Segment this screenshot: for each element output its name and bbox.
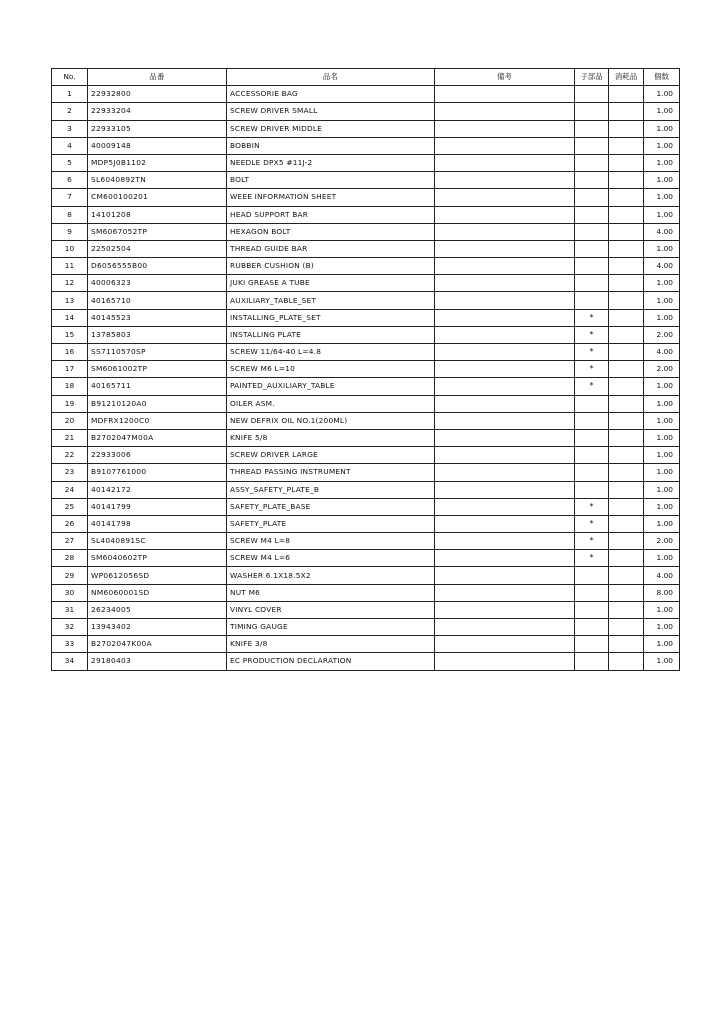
cell-part-name: SCREW DRIVER LARGE [227, 447, 435, 464]
cell-part-number: 40141798 [88, 515, 227, 532]
table-row [52, 601, 680, 618]
table-row [52, 584, 680, 601]
cell-remarks [435, 429, 575, 446]
cell-no: 28 [52, 550, 88, 567]
cell-part-name: OILER ASM. [227, 395, 435, 412]
cell-sub-part [575, 154, 609, 171]
cell-part-number: B2702047M00A [88, 429, 227, 446]
cell-remarks [435, 206, 575, 223]
cell-sub-part [575, 636, 609, 653]
table-row [52, 481, 680, 498]
cell-sub-part: * [575, 309, 609, 326]
table-row [52, 189, 680, 206]
cell-consumable [609, 619, 644, 636]
cell-consumable [609, 361, 644, 378]
cell-consumable [609, 172, 644, 189]
cell-sub-part [575, 172, 609, 189]
cell-consumable [609, 206, 644, 223]
cell-remarks [435, 326, 575, 343]
cell-no: 19 [52, 395, 88, 412]
cell-part-number: SS7110570SP [88, 344, 227, 361]
cell-quantity: 1.00 [644, 601, 680, 618]
table-row [52, 120, 680, 137]
cell-no: 23 [52, 464, 88, 481]
cell-part-number: 22502504 [88, 240, 227, 257]
cell-quantity: 1.00 [644, 550, 680, 567]
cell-sub-part [575, 189, 609, 206]
cell-remarks [435, 86, 575, 103]
cell-part-name: SCREW M6 L=10 [227, 361, 435, 378]
header-part-name: 品名 [227, 69, 435, 86]
cell-remarks [435, 533, 575, 550]
cell-part-name: SCREW M4 L=8 [227, 533, 435, 550]
cell-remarks [435, 464, 575, 481]
table-row [52, 567, 680, 584]
cell-no: 34 [52, 653, 88, 670]
cell-sub-part: * [575, 515, 609, 532]
cell-quantity: 2.00 [644, 326, 680, 343]
cell-part-number: 40165710 [88, 292, 227, 309]
cell-part-name: NEW DEFRIX OIL NO.1(200ML) [227, 412, 435, 429]
cell-remarks [435, 378, 575, 395]
cell-sub-part [575, 601, 609, 618]
cell-part-number: SM6061002TP [88, 361, 227, 378]
cell-remarks [435, 653, 575, 670]
cell-part-number: 40006323 [88, 275, 227, 292]
cell-no: 4 [52, 137, 88, 154]
cell-sub-part: * [575, 344, 609, 361]
cell-consumable [609, 567, 644, 584]
cell-consumable [609, 464, 644, 481]
cell-no: 16 [52, 344, 88, 361]
cell-part-name: NEEDLE DPX5 #11J-2 [227, 154, 435, 171]
cell-part-number: MDP5J0B1102 [88, 154, 227, 171]
table-row [52, 292, 680, 309]
cell-quantity: 1.00 [644, 189, 680, 206]
cell-no: 20 [52, 412, 88, 429]
cell-quantity: 1.00 [644, 154, 680, 171]
cell-sub-part [575, 567, 609, 584]
cell-remarks [435, 120, 575, 137]
cell-consumable [609, 103, 644, 120]
cell-consumable [609, 378, 644, 395]
cell-quantity: 1.00 [644, 619, 680, 636]
cell-quantity: 1.00 [644, 206, 680, 223]
table-row [52, 412, 680, 429]
cell-sub-part: * [575, 550, 609, 567]
cell-sub-part [575, 103, 609, 120]
table-row [52, 137, 680, 154]
cell-part-name: EC PRODUCTION DECLARATION [227, 653, 435, 670]
cell-part-name: KNIFE 3/8 [227, 636, 435, 653]
cell-no: 5 [52, 154, 88, 171]
cell-quantity: 4.00 [644, 344, 680, 361]
cell-remarks [435, 636, 575, 653]
cell-no: 8 [52, 206, 88, 223]
cell-part-name: INSTALLING_PLATE_SET [227, 309, 435, 326]
cell-part-number: B2702047K00A [88, 636, 227, 653]
cell-no: 14 [52, 309, 88, 326]
cell-sub-part [575, 395, 609, 412]
parts-list-table [51, 68, 680, 671]
cell-quantity: 1.00 [644, 120, 680, 137]
cell-quantity: 1.00 [644, 395, 680, 412]
cell-remarks [435, 447, 575, 464]
cell-sub-part: * [575, 378, 609, 395]
cell-remarks [435, 103, 575, 120]
cell-consumable [609, 447, 644, 464]
cell-remarks [435, 344, 575, 361]
cell-part-name: VINYL COVER [227, 601, 435, 618]
cell-sub-part: * [575, 498, 609, 515]
cell-remarks [435, 584, 575, 601]
cell-remarks [435, 275, 575, 292]
cell-consumable [609, 154, 644, 171]
cell-consumable [609, 240, 644, 257]
cell-sub-part [575, 619, 609, 636]
cell-part-number: SM6040602TP [88, 550, 227, 567]
cell-consumable [609, 137, 644, 154]
cell-part-name: KNIFE 5/8 [227, 429, 435, 446]
header-part-number: 品番 [88, 69, 227, 86]
cell-quantity: 1.00 [644, 240, 680, 257]
cell-consumable [609, 584, 644, 601]
cell-remarks [435, 258, 575, 275]
cell-no: 12 [52, 275, 88, 292]
header-quantity: 個数 [644, 69, 680, 86]
cell-quantity: 4.00 [644, 258, 680, 275]
header-consumable: 消耗品 [609, 69, 644, 86]
cell-quantity: 1.00 [644, 103, 680, 120]
cell-no: 9 [52, 223, 88, 240]
cell-no: 10 [52, 240, 88, 257]
table-row [52, 206, 680, 223]
table-row [52, 550, 680, 567]
cell-remarks [435, 515, 575, 532]
cell-quantity: 1.00 [644, 292, 680, 309]
cell-quantity: 1.00 [644, 636, 680, 653]
cell-remarks [435, 292, 575, 309]
cell-consumable [609, 601, 644, 618]
cell-part-number: 13943402 [88, 619, 227, 636]
cell-part-name: SCREW M4 L=6 [227, 550, 435, 567]
cell-sub-part [575, 481, 609, 498]
cell-no: 11 [52, 258, 88, 275]
cell-part-number: WP0612056SD [88, 567, 227, 584]
cell-part-number: 26234005 [88, 601, 227, 618]
table-row [52, 326, 680, 343]
cell-part-name: HEXAGON BOLT [227, 223, 435, 240]
cell-remarks [435, 567, 575, 584]
cell-quantity: 1.00 [644, 447, 680, 464]
table-header-row [52, 69, 680, 86]
cell-sub-part: * [575, 326, 609, 343]
cell-consumable [609, 223, 644, 240]
cell-remarks [435, 550, 575, 567]
table-row [52, 429, 680, 446]
cell-quantity: 1.00 [644, 481, 680, 498]
cell-no: 1 [52, 86, 88, 103]
cell-quantity: 1.00 [644, 86, 680, 103]
cell-remarks [435, 137, 575, 154]
cell-consumable [609, 498, 644, 515]
cell-sub-part [575, 584, 609, 601]
cell-part-name: SCREW DRIVER MIDDLE [227, 120, 435, 137]
table-row [52, 378, 680, 395]
cell-sub-part [575, 137, 609, 154]
cell-quantity: 2.00 [644, 533, 680, 550]
cell-sub-part [575, 464, 609, 481]
cell-part-number: D6056555B00 [88, 258, 227, 275]
cell-part-name: PAINTED_AUXILIARY_TABLE [227, 378, 435, 395]
cell-consumable [609, 515, 644, 532]
cell-part-number: 13785803 [88, 326, 227, 343]
table-row [52, 498, 680, 515]
table-row [52, 275, 680, 292]
table-row [52, 154, 680, 171]
cell-remarks [435, 498, 575, 515]
cell-sub-part [575, 653, 609, 670]
cell-quantity: 1.00 [644, 515, 680, 532]
cell-no: 27 [52, 533, 88, 550]
cell-consumable [609, 344, 644, 361]
cell-part-name: NUT M6 [227, 584, 435, 601]
cell-part-name: HEAD SUPPORT BAR [227, 206, 435, 223]
cell-part-number: B91210120A0 [88, 395, 227, 412]
cell-quantity: 1.00 [644, 275, 680, 292]
cell-part-number: 22933006 [88, 447, 227, 464]
cell-no: 7 [52, 189, 88, 206]
cell-remarks [435, 189, 575, 206]
cell-no: 3 [52, 120, 88, 137]
cell-consumable [609, 258, 644, 275]
cell-quantity: 1.00 [644, 464, 680, 481]
cell-part-name: WASHER 6.1X18.5X2 [227, 567, 435, 584]
cell-part-number: 14101208 [88, 206, 227, 223]
cell-remarks [435, 412, 575, 429]
cell-part-name: BOBBIN [227, 137, 435, 154]
cell-part-name: SAFETY_PLATE [227, 515, 435, 532]
table-row [52, 172, 680, 189]
cell-part-number: SL4040891SC [88, 533, 227, 550]
table-row [52, 395, 680, 412]
table-row [52, 103, 680, 120]
cell-part-number: B9107761000 [88, 464, 227, 481]
cell-no: 26 [52, 515, 88, 532]
cell-part-name: THREAD PASSING INSTRUMENT [227, 464, 435, 481]
cell-quantity: 4.00 [644, 223, 680, 240]
cell-part-name: AUXILIARY_TABLE_SET [227, 292, 435, 309]
cell-part-number: 40145523 [88, 309, 227, 326]
cell-part-number: NM6060001SD [88, 584, 227, 601]
cell-consumable [609, 533, 644, 550]
table-row [52, 344, 680, 361]
cell-sub-part [575, 412, 609, 429]
cell-consumable [609, 550, 644, 567]
table-row [52, 533, 680, 550]
cell-part-number: 40141799 [88, 498, 227, 515]
table-row [52, 309, 680, 326]
cell-quantity: 2.00 [644, 361, 680, 378]
cell-no: 22 [52, 447, 88, 464]
cell-part-number: 40009148 [88, 137, 227, 154]
cell-part-number: SL6040892TN [88, 172, 227, 189]
cell-part-name: TIMING GAUGE [227, 619, 435, 636]
cell-consumable [609, 429, 644, 446]
cell-no: 17 [52, 361, 88, 378]
cell-no: 24 [52, 481, 88, 498]
cell-remarks [435, 240, 575, 257]
cell-part-name: SCREW DRIVER SMALL [227, 103, 435, 120]
table-row [52, 86, 680, 103]
cell-part-name: ASSY_SAFETY_PLATE_B [227, 481, 435, 498]
cell-quantity: 1.00 [644, 653, 680, 670]
header-sub-part: 子部品 [575, 69, 609, 86]
cell-no: 25 [52, 498, 88, 515]
cell-consumable [609, 412, 644, 429]
cell-sub-part: * [575, 361, 609, 378]
cell-remarks [435, 395, 575, 412]
cell-no: 15 [52, 326, 88, 343]
table-row [52, 619, 680, 636]
cell-no: 18 [52, 378, 88, 395]
table-body [52, 86, 680, 670]
table-row [52, 223, 680, 240]
cell-quantity: 1.00 [644, 378, 680, 395]
cell-part-number: 22933204 [88, 103, 227, 120]
cell-part-name: INSTALLING PLATE [227, 326, 435, 343]
cell-consumable [609, 275, 644, 292]
cell-sub-part [575, 240, 609, 257]
cell-quantity: 1.00 [644, 172, 680, 189]
cell-sub-part [575, 447, 609, 464]
cell-consumable [609, 120, 644, 137]
cell-part-number: MDFRX1200C0 [88, 412, 227, 429]
cell-sub-part [575, 223, 609, 240]
cell-part-number: 29180403 [88, 653, 227, 670]
cell-part-name: BOLT [227, 172, 435, 189]
cell-part-name: SAFETY_PLATE_BASE [227, 498, 435, 515]
table-row [52, 653, 680, 670]
cell-consumable [609, 86, 644, 103]
cell-part-number: SM6067052TP [88, 223, 227, 240]
cell-no: 29 [52, 567, 88, 584]
cell-quantity: 4.00 [644, 567, 680, 584]
table-row [52, 464, 680, 481]
cell-sub-part [575, 429, 609, 446]
cell-part-number: 40142172 [88, 481, 227, 498]
cell-no: 30 [52, 584, 88, 601]
cell-part-name: WEEE INFORMATION SHEET [227, 189, 435, 206]
cell-part-number: 22932800 [88, 86, 227, 103]
cell-part-name: THREAD GUIDE BAR [227, 240, 435, 257]
cell-part-name: ACCESSORIE BAG [227, 86, 435, 103]
cell-quantity: 1.00 [644, 498, 680, 515]
cell-sub-part [575, 258, 609, 275]
table-row [52, 361, 680, 378]
cell-remarks [435, 601, 575, 618]
cell-sub-part [575, 86, 609, 103]
cell-consumable [609, 292, 644, 309]
cell-consumable [609, 636, 644, 653]
table-row [52, 258, 680, 275]
cell-consumable [609, 326, 644, 343]
cell-part-number: CM600100201 [88, 189, 227, 206]
header-remarks: 備考 [435, 69, 575, 86]
cell-remarks [435, 154, 575, 171]
cell-no: 32 [52, 619, 88, 636]
cell-consumable [609, 309, 644, 326]
cell-sub-part: * [575, 533, 609, 550]
cell-quantity: 1.00 [644, 137, 680, 154]
cell-quantity: 8.00 [644, 584, 680, 601]
cell-quantity: 1.00 [644, 412, 680, 429]
cell-no: 2 [52, 103, 88, 120]
cell-sub-part [575, 120, 609, 137]
cell-quantity: 1.00 [644, 309, 680, 326]
cell-part-name: SCREW 11/64-40 L=4.8 [227, 344, 435, 361]
cell-part-name: RUBBER CUSHION (B) [227, 258, 435, 275]
cell-sub-part [575, 206, 609, 223]
cell-remarks [435, 361, 575, 378]
table-row [52, 240, 680, 257]
cell-sub-part [575, 292, 609, 309]
cell-remarks [435, 619, 575, 636]
cell-remarks [435, 172, 575, 189]
cell-no: 31 [52, 601, 88, 618]
table-row [52, 636, 680, 653]
cell-no: 13 [52, 292, 88, 309]
table-row [52, 447, 680, 464]
cell-quantity: 1.00 [644, 429, 680, 446]
cell-remarks [435, 481, 575, 498]
cell-part-number: 22933105 [88, 120, 227, 137]
cell-consumable [609, 653, 644, 670]
table-row [52, 515, 680, 532]
cell-part-name: JUKI GREASE A TUBE [227, 275, 435, 292]
cell-no: 6 [52, 172, 88, 189]
cell-remarks [435, 223, 575, 240]
header-no: No. [52, 69, 88, 86]
cell-consumable [609, 395, 644, 412]
cell-consumable [609, 481, 644, 498]
cell-part-number: 40165711 [88, 378, 227, 395]
cell-sub-part [575, 275, 609, 292]
cell-no: 21 [52, 429, 88, 446]
cell-consumable [609, 189, 644, 206]
cell-remarks [435, 309, 575, 326]
cell-no: 33 [52, 636, 88, 653]
